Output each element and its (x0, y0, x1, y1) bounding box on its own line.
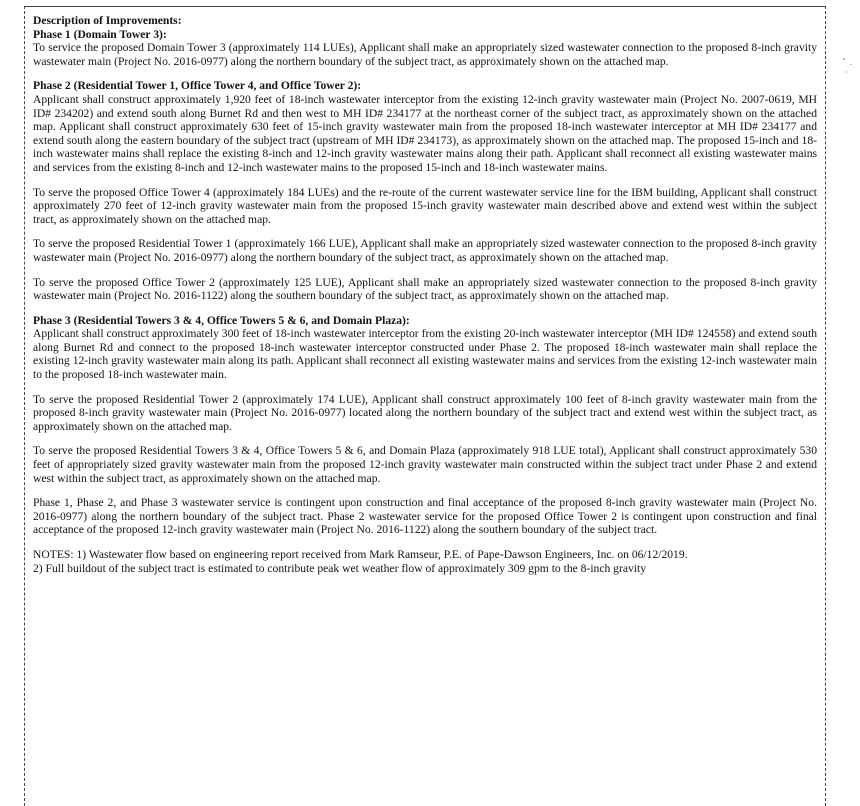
phase2-paragraph-1: Applicant shall construct approximately 1,920 feet of 18-inch wastewater interceptor from the existing 12-inch gravity wastewater main (Project No. 2007-0619, MH ID# 234202) and extend south along Burnet Rd and then west to MH ID# 234177 at the northeast corner of the subject tract, as approximately shown on the attached map. Applicant shall construct approximately 630 feet of 15-inch gravity wastewater main from the proposed 18-inch wastewater interceptor at MH ID# 234177 and extend south along the eastern boundary of the subject tract (upstream of MH ID# 234173), as approximately shown on the attached map. The proposed 15-inch and 18-inch wastewater mains shall replace the existing 8-inch and 12-inch gravity wastewater mains along their path. Applicant shall reconnect all existing wastewater mains and services from the existing 8-inch and 12-inch wastewater mains to the proposed 15-inch and 18-inch wastewater mains. (33, 92, 817, 174)
contingency-paragraph: Phase 1, Phase 2, and Phase 3 wastewater service is contingent upon construction and final acceptance of the proposed 8-inch gravity wastewater main (Project No. 2016-0977) along the northern boundary of the subject tract. Phase 2 wastewater service for the proposed Office Tower 2 is contingent upon construction and final acceptance of the proposed 12-inch gravity wastewater main (Project No. 2016-1122) along the southern boundary of the subject tract. (33, 496, 817, 537)
phase2-heading: Phase 2 (Residential Tower 1, Office Tower 4, and Office Tower 2): (33, 79, 362, 93)
scan-speck (843, 58, 845, 60)
improvements-description (33, 14, 817, 575)
scan-speck (846, 71, 847, 73)
scan-speck (850, 64, 852, 65)
phase2-paragraph-3: To serve the proposed Residential Tower 1 (approximately 166 LUE), Applicant shall make an appropriately sized wastewater connection to the proposed 8-inch gravity wastewater main (Project No. 2016-0977) along the northern boundary of the subject tract, as approximately shown on the attached map. (33, 237, 817, 264)
document-title: Description of Improvements: (33, 14, 182, 27)
notes-line-2: 2) Full buildout of the subject tract is estimated to contribute peak wet weather flow of approximately 309 gpm to the 8-inch gravity (33, 561, 647, 575)
phase3-paragraph-3: To serve the proposed Residential Towers 3 & 4, Office Towers 5 & 6, and Domain Plaza (approximately 918 LUE total), Applicant shall construct approximately 530 feet of appropriately sized gravity wastewater main from the proposed 12-inch gravity wastewater main constructed within the subject tract under Phase 2 and extend west within the subject tract, as approximately shown on the attached map. (33, 444, 817, 485)
notes-line-1: NOTES: 1) Wastewater flow based on engineering report received from Mark Ramseur, P.E. of Pape-Dawson Engineers, Inc. on 06/12/2019. (33, 548, 688, 561)
phase1-heading: Phase 1 (Domain Tower 3): (33, 27, 167, 41)
phase3-paragraph-1: Applicant shall construct approximately 300 feet of 18-inch wastewater interceptor from the existing 20-inch wastewater interceptor (MH ID# 124558) and extend south along Burnet Rd and connect to the proposed 18-inch wastewater interceptor constructed under Phase 2. The proposed 18-inch wastewater main shall replace the existing 12-inch gravity wastewater main along its path. Applicant shall reconnect all existing wastewater mains and services from the existing 12-inch wastewater main to the proposed 18-inch wastewater main. (33, 327, 817, 382)
phase1-paragraph: To service the proposed Domain Tower 3 (approximately 114 LUEs), Applicant shall make an appropriately sized wastewater connection to the proposed 8-inch gravity wastewater main (Project No. 2016-0977) along the northern boundary of the subject tract, as approximately shown on the attached map. (33, 41, 817, 68)
phase2-paragraph-4: To serve the proposed Office Tower 2 (approximately 125 LUE), Applicant shall make an appropriately sized wastewater connection to the proposed 8-inch gravity wastewater main (Project No. 2016-1122) along the southern boundary of the subject tract, as approximately shown on the attached map. (33, 275, 817, 303)
phase2-paragraph-2: To serve the proposed Office Tower 4 (approximately 184 LUEs) and the re-route of the current wastewater service line for the IBM building, Applicant shall construct approximately 270 feet of 12-inch gravity wastewater main from the proposed 15-inch gravity wastewater main described above and extend west within the subject tract, as approximately shown on the attached map. (33, 185, 817, 226)
phase3-heading: Phase 3 (Residential Towers 3 & 4, Office Towers 5 & 6, and Domain Plaza): (33, 313, 410, 327)
phase3-paragraph-2: To serve the proposed Residential Tower 2 (approximately 174 LUE), Applicant shall construct approximately 100 feet of 8-inch gravity wastewater main from the proposed 8-inch gravity wastewater main (Project No. 2016-0977) located along the northern boundary of the subject tract and extend west within the subject tract, as approximately shown on the attached map. (33, 392, 817, 433)
